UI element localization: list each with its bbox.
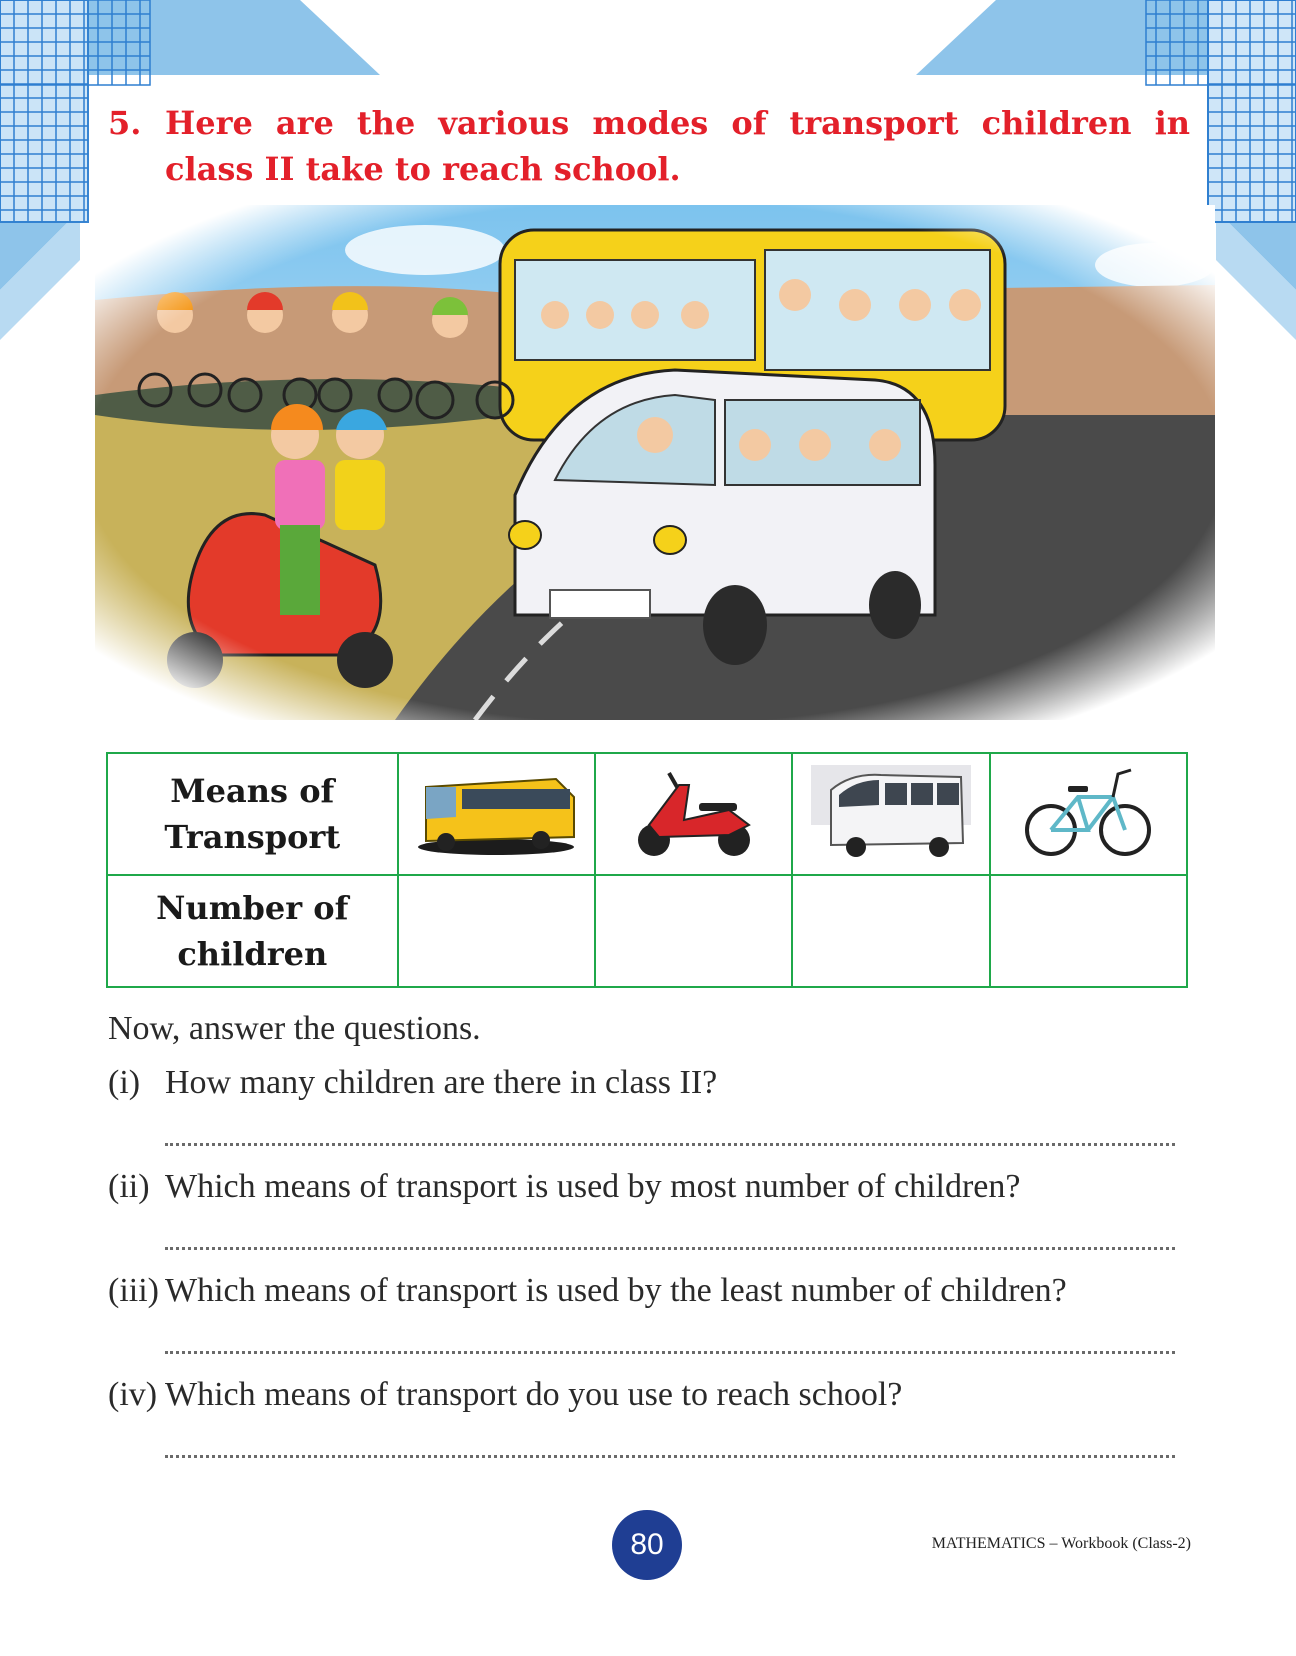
answer-line[interactable]	[165, 1351, 1175, 1354]
bus-count-blank[interactable]	[398, 875, 596, 987]
bicycle-count-blank[interactable]	[990, 875, 1187, 987]
bus-cell	[398, 753, 596, 875]
van-count-blank[interactable]	[792, 875, 990, 987]
van-cell	[792, 753, 990, 875]
van-icon	[811, 765, 971, 860]
question-text: How many children are there in class II?	[165, 1064, 718, 1101]
question-text: Which means of transport do you use to reach school?	[165, 1376, 903, 1413]
question-label: (i)	[108, 1064, 141, 1101]
questions-intro: Now, answer the questions.	[108, 1010, 481, 1047]
scooter-count-blank[interactable]	[595, 875, 792, 987]
scooter-cell	[595, 753, 792, 875]
number-of-children-header: Number of children	[107, 875, 398, 987]
question-text: Which means of transport is used by the least number of children?	[165, 1272, 1067, 1309]
question-number: 5.	[108, 104, 142, 142]
footer-text: MATHEMATICS – Workbook (Class-2)	[931, 1535, 1191, 1552]
question-label: (ii)	[108, 1168, 150, 1205]
question-label: (iv)	[108, 1376, 158, 1413]
question-text: Which means of transport is used by most number of children?	[165, 1168, 1021, 1205]
bus-icon	[416, 767, 576, 857]
question-text: Here are the various modes of transport children in class II take to reach school.	[165, 104, 1190, 188]
means-of-transport-header: Means of Transport	[107, 753, 398, 875]
transport-scene-illustration	[95, 205, 1215, 720]
bicycle-cell	[990, 753, 1187, 875]
children-count-row	[107, 875, 1187, 987]
bicycle-icon	[1023, 762, 1153, 862]
transport-table	[106, 752, 1188, 988]
answer-line[interactable]	[165, 1455, 1175, 1458]
scooter-icon	[629, 765, 759, 860]
page-number-badge: 80	[612, 1510, 682, 1580]
answer-line[interactable]	[165, 1143, 1175, 1146]
answer-line[interactable]	[165, 1247, 1175, 1250]
transport-row	[107, 753, 1187, 875]
question-label: (iii)	[108, 1272, 159, 1309]
